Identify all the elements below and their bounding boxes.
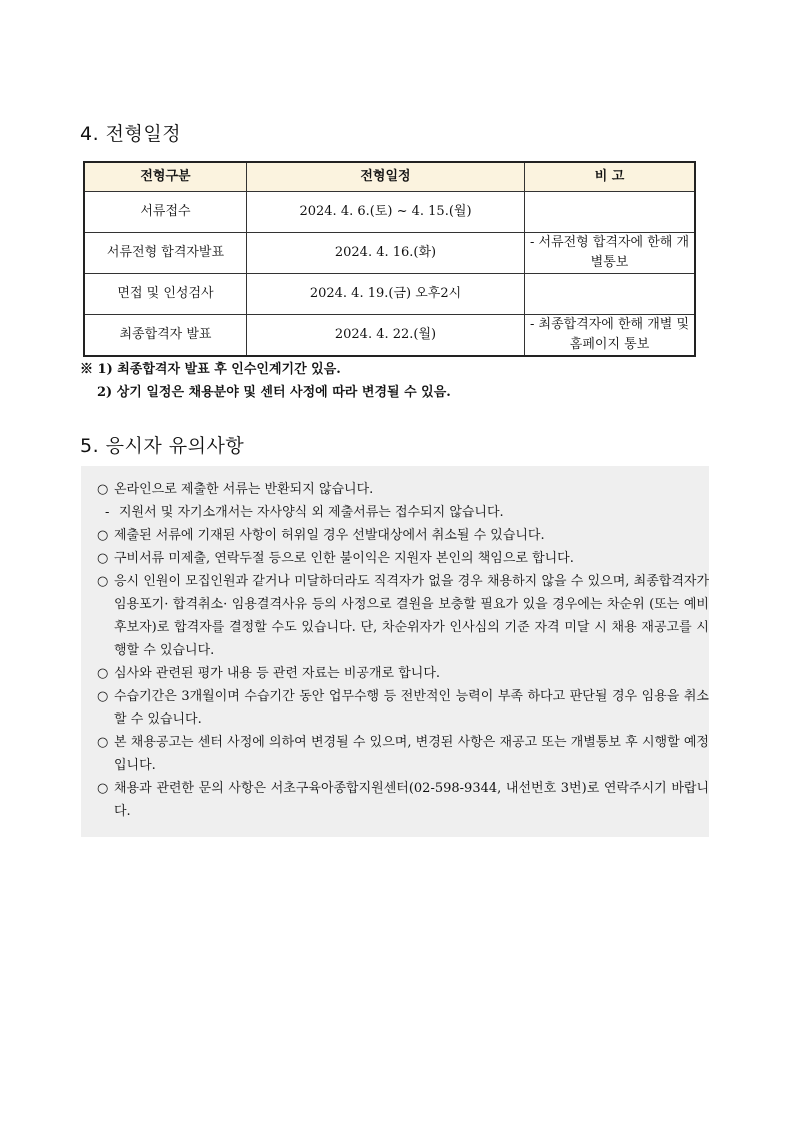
list-item <box>97 570 709 662</box>
column-header: 전형일정 <box>246 162 524 192</box>
table-row <box>84 233 695 274</box>
footnote: ※ 1) 최종합격자 발표 후 인수인계기간 있음. <box>80 362 341 377</box>
table-cell: 서류접수 <box>84 192 246 233</box>
list-item <box>97 524 709 547</box>
table-cell: 서류전형 합격자발표 <box>84 233 246 274</box>
circle-bullet-icon: ○ <box>97 666 109 681</box>
section-heading-schedule: 4. 전형일정 <box>80 123 182 145</box>
dash-bullet-icon: - <box>105 505 110 520</box>
note-text: 심사와 관련된 평가 내용 등 관련 자료는 비공개로 합니다. <box>114 666 441 681</box>
table-cell <box>525 192 695 233</box>
circle-bullet-icon: ○ <box>97 689 109 704</box>
list-item <box>97 547 709 570</box>
note-text: 응시 인원이 모집인원과 같거나 미달하더라도 직격자가 없을 경우 채용하지 않을 수 있으며, 최종합격자가 임용포기· 합격취소· 임용결격사유 등의 사정으로 결원을 보충할 필요가 있을 경우에는 차순위 (또는 예비후보자)로 합격자를 결정할 수도 있습니다. 단, 차순위자가 인사심의 기준 자격 미달 시 채용 재공고를 시행할 수 있습니다. <box>114 574 709 658</box>
footnote: 2) 상기 일정은 채용분야 및 센터 사정에 따라 변경될 수 있음. <box>97 385 451 400</box>
note-text: 지원서 및 자기소개서는 자사양식 외 제출서류는 접수되지 않습니다. <box>119 505 504 520</box>
circle-bullet-icon: ○ <box>97 735 109 750</box>
table-row <box>84 274 695 315</box>
circle-bullet-icon: ○ <box>97 551 109 566</box>
circle-bullet-icon: ○ <box>97 528 109 543</box>
notes-list <box>97 478 709 823</box>
table-cell: - 서류전형 합격자에 한해 개별통보 <box>525 233 695 274</box>
note-text: 본 채용공고는 센터 사정에 의하여 변경될 수 있으며, 변경된 사항은 재공고 또는 개별통보 후 시행할 예정입니다. <box>114 735 709 773</box>
column-header: 전형구분 <box>84 162 246 192</box>
list-item <box>97 685 709 731</box>
column-header: 비 고 <box>525 162 695 192</box>
note-text: 제출된 서류에 기재된 사항이 허위일 경우 선발대상에서 취소될 수 있습니다. <box>114 528 545 543</box>
section-heading-notes: 5. 응시자 유의사항 <box>80 435 245 457</box>
circle-bullet-icon: ○ <box>97 482 109 497</box>
schedule-footnotes <box>80 358 451 404</box>
note-text: 수습기간은 3개월이며 수습기간 동안 업무수행 등 전반적인 능력이 부족 하다고 판단될 경우 임용을 취소할 수 있습니다. <box>114 689 709 727</box>
table-header-row <box>84 162 695 192</box>
note-text: 채용과 관련한 문의 사항은 서초구육아종합지원센터(02-598-9344, 내선번호 3번)로 연락주시기 바랍니다. <box>114 781 709 819</box>
circle-bullet-icon: ○ <box>97 574 109 589</box>
list-item <box>97 731 709 777</box>
notes-box <box>81 466 709 837</box>
list-item <box>97 478 709 501</box>
list-item <box>97 501 709 524</box>
table-cell: 최종합격자 발표 <box>84 315 246 357</box>
table-cell: - 최종합격자에 한해 개별 및 홈페이지 통보 <box>525 315 695 357</box>
table-cell: 2024. 4. 6.(토) ~ 4. 15.(월) <box>246 192 524 233</box>
table-cell: 2024. 4. 22.(월) <box>246 315 524 357</box>
list-item <box>97 662 709 685</box>
list-item <box>97 777 709 823</box>
table-cell: 면접 및 인성검사 <box>84 274 246 315</box>
table-row <box>84 192 695 233</box>
table-cell: 2024. 4. 16.(화) <box>246 233 524 274</box>
note-text: 온라인으로 제출한 서류는 반환되지 않습니다. <box>114 482 374 497</box>
schedule-table <box>83 161 696 357</box>
table-row <box>84 315 695 357</box>
note-text: 구비서류 미제출, 연락두절 등으로 인한 불이익은 지원자 본인의 책임으로 합니다. <box>114 551 574 566</box>
table-cell: 2024. 4. 19.(금) 오후2시 <box>246 274 524 315</box>
table-cell <box>525 274 695 315</box>
circle-bullet-icon: ○ <box>97 781 109 796</box>
